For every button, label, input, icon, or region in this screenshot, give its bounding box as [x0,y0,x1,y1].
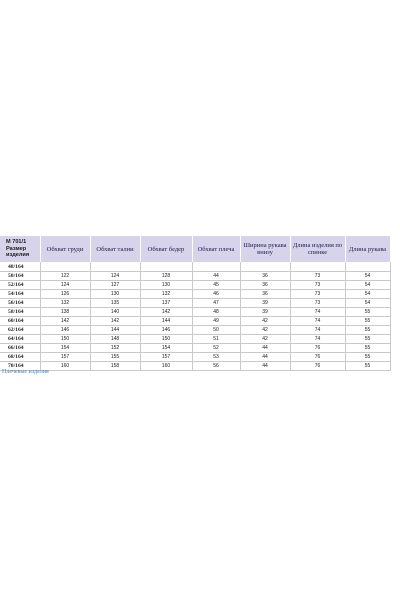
measure-cell: 74 [290,317,345,326]
measure-cell [40,262,90,272]
measure-cell: 44 [240,353,290,362]
column-header: Длина изделия по спинке [290,236,345,262]
measure-cell: 56 [192,362,240,371]
measure-cell: 146 [40,326,90,335]
measure-cell: 44 [240,362,290,371]
measure-cell: 45 [192,281,240,290]
measure-cell [192,262,240,272]
measure-cell: 132 [40,299,90,308]
measure-cell: 137 [140,299,192,308]
measure-cell: 154 [40,344,90,353]
size-cell: 66/164 [0,344,40,353]
measure-cell: 36 [240,281,290,290]
measure-cell: 36 [240,272,290,281]
measure-cell: 42 [240,335,290,344]
measure-cell: 132 [140,290,192,299]
measure-cell: 49 [192,317,240,326]
measure-cell: 55 [345,362,390,371]
footnote: Плечевые изделия [2,369,49,375]
measure-cell: 130 [140,281,192,290]
measure-cell [140,262,192,272]
measure-cell: 74 [290,326,345,335]
measure-cell: 42 [240,326,290,335]
table-row [0,362,390,371]
table-row [0,326,390,335]
size-cell: 70/164 [0,362,40,371]
measure-cell: 73 [290,290,345,299]
size-table [0,236,391,371]
measure-cell: 148 [90,335,140,344]
measure-cell: 146 [140,326,192,335]
measure-cell: 128 [140,272,192,281]
measure-cell: 76 [290,362,345,371]
column-header: М 701/1 Размер изделия [0,236,40,262]
size-chart [0,236,390,371]
column-header: Обхват талии [90,236,140,262]
column-header: Обхват плеча [192,236,240,262]
header-row [0,236,390,262]
table-row [0,281,390,290]
size-cell: 50/164 [0,272,40,281]
measure-cell: 152 [90,344,140,353]
measure-cell: 157 [140,353,192,362]
measure-cell: 138 [40,308,90,317]
measure-cell: 76 [290,353,345,362]
measure-cell: 157 [40,353,90,362]
measure-cell: 126 [40,290,90,299]
measure-cell: 55 [345,317,390,326]
table-body [0,262,390,371]
measure-cell: 47 [192,299,240,308]
size-cell: 60/164 [0,317,40,326]
measure-cell: 55 [345,326,390,335]
table-row [0,335,390,344]
measure-cell: 73 [290,299,345,308]
measure-cell: 158 [90,362,140,371]
measure-cell: 142 [140,308,192,317]
measure-cell: 50 [192,326,240,335]
table-row [0,308,390,317]
table-row [0,299,390,308]
measure-cell: 144 [90,326,140,335]
measure-cell: 54 [345,281,390,290]
measure-cell: 44 [192,272,240,281]
measure-cell: 55 [345,344,390,353]
measure-cell: 124 [40,281,90,290]
measure-cell: 42 [240,317,290,326]
measure-cell: 73 [290,281,345,290]
size-cell: 62/164 [0,326,40,335]
measure-cell: 51 [192,335,240,344]
measure-cell: 39 [240,299,290,308]
measure-cell: 55 [345,353,390,362]
measure-cell: 74 [290,335,345,344]
measure-cell: 54 [345,290,390,299]
measure-cell: 155 [90,353,140,362]
size-cell: 58/164 [0,308,40,317]
measure-cell: 142 [90,317,140,326]
measure-cell: 55 [345,335,390,344]
measure-cell: 73 [290,272,345,281]
measure-cell: 144 [140,317,192,326]
measure-cell: 55 [345,308,390,317]
table-row [0,353,390,362]
size-cell: 64/164 [0,335,40,344]
measure-cell: 44 [240,344,290,353]
size-cell: 48/164 [0,262,40,272]
column-header: Обхват груди [40,236,90,262]
measure-cell: 122 [40,272,90,281]
measure-cell: 54 [345,272,390,281]
measure-cell: 160 [140,362,192,371]
table-row [0,317,390,326]
table-row [0,290,390,299]
measure-cell: 154 [140,344,192,353]
measure-cell: 127 [90,281,140,290]
measure-cell: 76 [290,344,345,353]
size-cell: 56/164 [0,299,40,308]
measure-cell: 36 [240,290,290,299]
measure-cell: 124 [90,272,140,281]
size-cell: 54/164 [0,290,40,299]
measure-cell [90,262,140,272]
measure-cell [345,262,390,272]
table-row [0,272,390,281]
measure-cell: 54 [345,299,390,308]
measure-cell [290,262,345,272]
measure-cell: 48 [192,308,240,317]
measure-cell: 46 [192,290,240,299]
measure-cell: 150 [140,335,192,344]
measure-cell: 130 [90,290,140,299]
measure-cell: 74 [290,308,345,317]
size-cell: 68/164 [0,353,40,362]
measure-cell: 150 [40,335,90,344]
measure-cell: 53 [192,353,240,362]
column-header: Обхват бедер [140,236,192,262]
column-header: Длина рукава [345,236,390,262]
measure-cell [240,262,290,272]
table-row [0,344,390,353]
measure-cell: 52 [192,344,240,353]
measure-cell: 160 [40,362,90,371]
measure-cell: 142 [40,317,90,326]
size-cell: 52/164 [0,281,40,290]
table-row [0,262,390,272]
measure-cell: 135 [90,299,140,308]
column-header: Ширина рукава внизу [240,236,290,262]
measure-cell: 39 [240,308,290,317]
measure-cell: 140 [90,308,140,317]
